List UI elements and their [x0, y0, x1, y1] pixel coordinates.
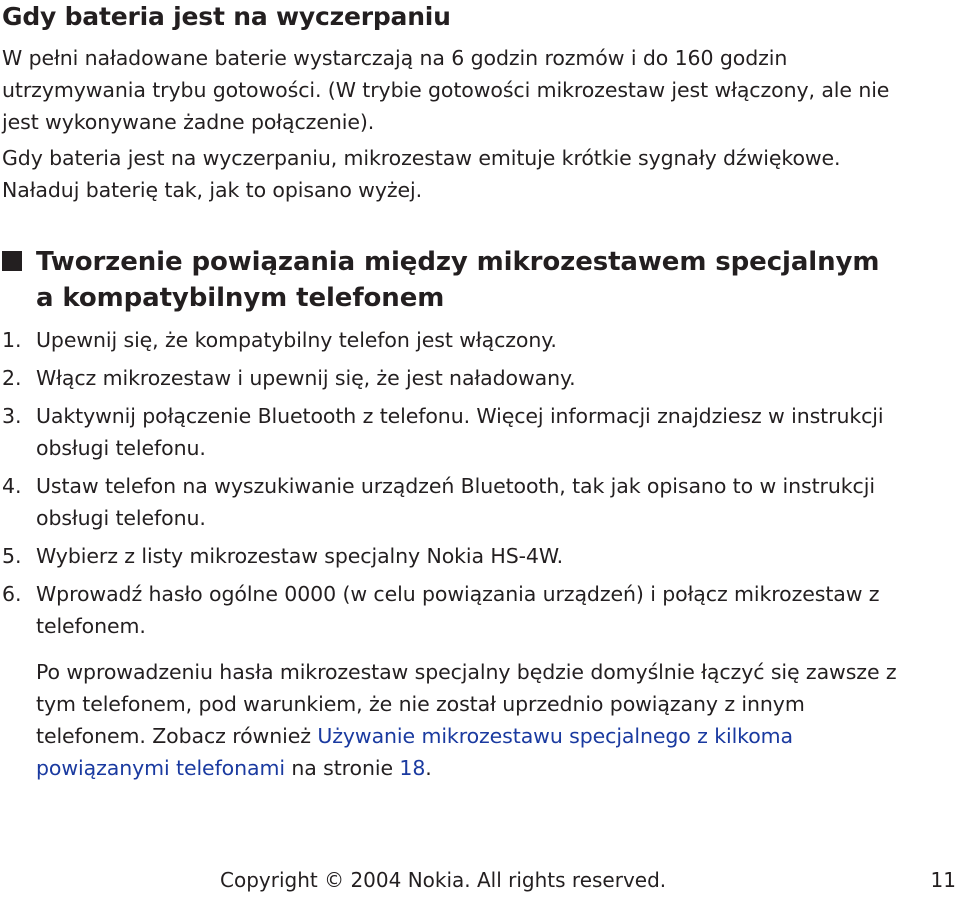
copyright-footer: Copyright © 2004 Nokia. All rights reserved.: [220, 868, 667, 892]
step-text: Włącz mikrozestaw i upewnij się, że jest naładowany.: [36, 366, 576, 390]
list-item: [2, 540, 902, 572]
step-text: Wybierz z listy mikrozestaw specjalny Nokia HS-4W.: [36, 544, 564, 568]
step-number: 3.: [2, 404, 22, 428]
step-text: Upewnij się, że kompatybilny telefon jest włączony.: [36, 328, 557, 352]
page-number: 11: [930, 868, 956, 892]
step-number: 2.: [2, 366, 22, 390]
step-text: Wprowadź hasło ogólne 0000 (w celu powiązania urządzeń) i połącz mikrozestaw z telefonem.: [36, 582, 880, 638]
step-number: 5.: [2, 544, 22, 568]
step-text: Ustaw telefon na wyszukiwanie urządzeń Bluetooth, tak jak opisano to w instrukcji obsługi telefonu.: [36, 474, 875, 530]
closing-text-middle: na stronie: [284, 756, 400, 780]
closing-paragraph: [36, 656, 916, 784]
cross-reference-link[interactable]: Używanie mikrozestawu specjalnego z kilkoma powiązanymi telefonami: [36, 724, 794, 780]
steps-list: [2, 324, 902, 648]
step-number: 4.: [2, 474, 22, 498]
intro-paragraph-low-battery: Gdy bateria jest na wyczerpaniu, mikrozestaw emituje krótkie sygnały dźwiękowe. Naładuj baterię tak, jak to opisano wyżej.: [2, 146, 841, 202]
subsection-title: Tworzenie powiązania między mikrozestawem specjalnym a kompatybilnym telefonem: [36, 247, 880, 313]
step-number: 1.: [2, 328, 22, 352]
list-item: [2, 362, 902, 394]
section-heading: Gdy bateria jest na wyczerpaniu: [2, 2, 451, 31]
subsection-heading: [2, 244, 902, 316]
closing-text-end: .: [425, 756, 432, 780]
intro-paragraph-battery-life: W pełni naładowane baterie wystarczają na 6 godzin rozmów i do 160 godzin utrzymywania trybu gotowości. (W trybie gotowości mikrozestaw jest włączony, ale nie jest wykonywane żadne połączenie).: [2, 46, 890, 134]
list-item: [2, 470, 902, 534]
list-item: [2, 400, 902, 464]
intro-section: [2, 42, 902, 206]
page-reference-link[interactable]: 18: [399, 756, 426, 780]
list-item: [2, 324, 902, 356]
closing-text-start: Po wprowadzeniu hasła mikrozestaw specjalny będzie domyślnie łączyć się zawsze z tym telefonem, pod warunkiem, że nie został uprzednio powiązany z innym telefonem. Zobacz również: [36, 660, 897, 748]
square-bullet-icon: [2, 251, 22, 271]
step-number: 6.: [2, 582, 22, 606]
step-text: Uaktywnij połączenie Bluetooth z telefonu. Więcej informacji znajdziesz w instrukcji obsługi telefonu.: [36, 404, 884, 460]
list-item: [2, 578, 902, 642]
